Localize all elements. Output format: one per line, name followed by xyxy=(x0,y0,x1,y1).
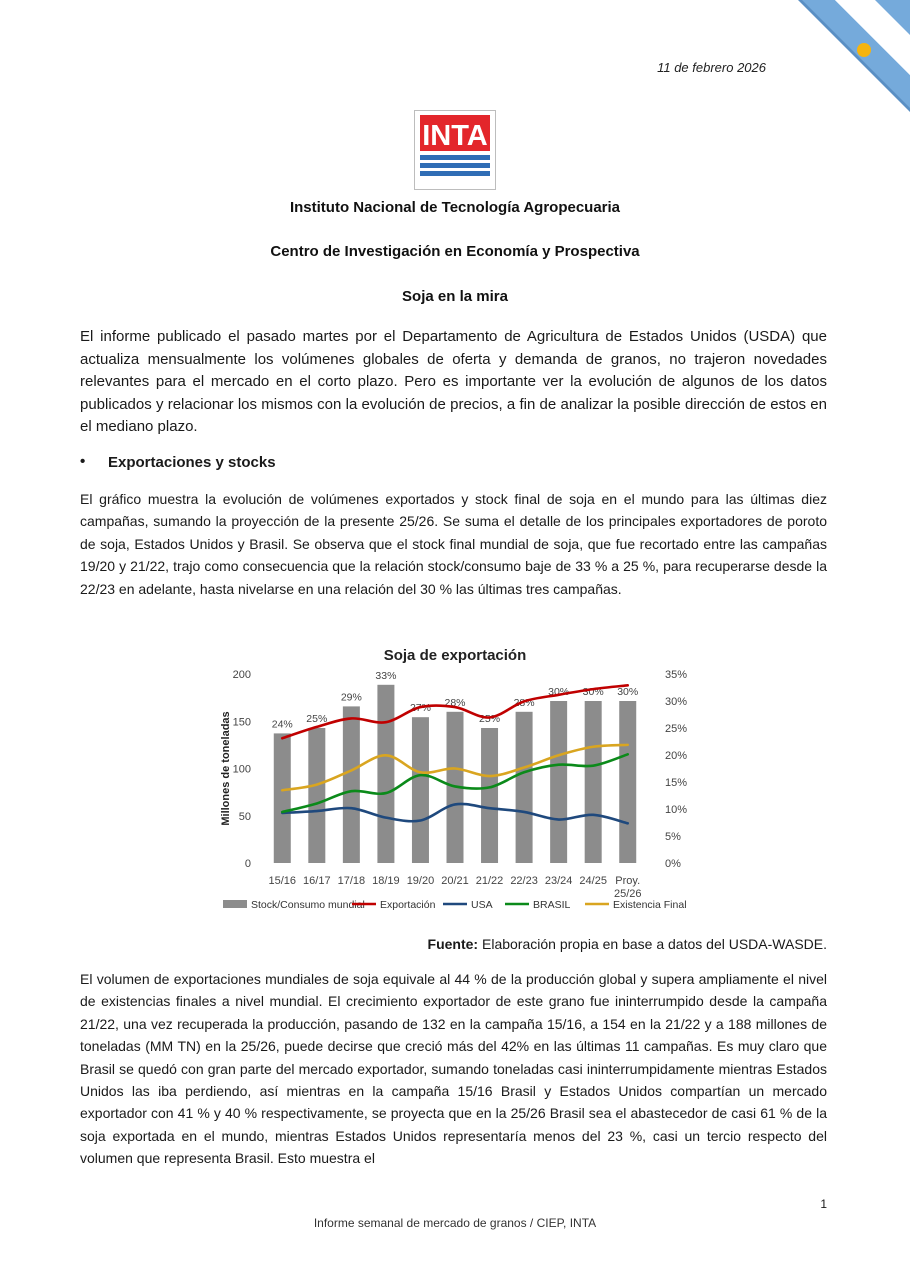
bar-stock-consumo xyxy=(550,701,567,863)
legend-label: Stock/Consumo mundial xyxy=(251,899,365,911)
y2-tick-label: 0% xyxy=(665,858,681,870)
sun-of-may-icon xyxy=(857,43,871,57)
y2-tick-label: 25% xyxy=(665,723,688,735)
source-note xyxy=(300,936,827,952)
legend-label: USA xyxy=(471,899,493,911)
chart-title: Soja de exportación xyxy=(383,647,527,664)
bar-data-label: 30% xyxy=(617,686,639,698)
inta-logo-text: INTA xyxy=(422,120,488,152)
export-chart xyxy=(215,640,705,920)
bar-stock-consumo xyxy=(619,701,636,863)
argentina-flag-corner xyxy=(760,0,910,150)
page-footer: Informe semanal de mercado de granos / CIEP, INTA xyxy=(313,1216,597,1230)
y2-tick-label: 20% xyxy=(665,750,688,762)
bar-stock-consumo xyxy=(377,685,394,863)
export-chart-svg xyxy=(215,640,705,920)
x-tick-label: 18/19 xyxy=(372,875,400,887)
x-tick-label: 19/20 xyxy=(406,875,435,887)
x-tick-label: Proy. xyxy=(615,875,641,887)
bar-data-label: 24% xyxy=(271,718,293,731)
x-tick-label: 21/22 xyxy=(475,875,504,887)
bar-data-label: 25% xyxy=(306,713,328,725)
x-tick-label: 16/17 xyxy=(303,875,331,887)
y2-tick-label: 5% xyxy=(665,831,681,843)
x-tick-label: 17/18 xyxy=(337,875,366,887)
report-title: Soja en la mira xyxy=(402,288,508,305)
x-tick-label: 23/24 xyxy=(544,875,573,887)
bar-stock-consumo xyxy=(585,701,602,863)
bar-data-label: 30% xyxy=(548,686,570,698)
x-tick-label: 25/26 xyxy=(613,888,642,900)
y-tick-label: 150 xyxy=(232,716,251,729)
bar-stock-consumo xyxy=(412,717,429,863)
bar-data-label: 28% xyxy=(513,696,535,709)
page-number: 1 xyxy=(820,1197,827,1211)
legend-label: BRASIL xyxy=(533,899,571,911)
body-paragraph-2: El volumen de exportaciones mundiales de soja equivale al 44 % de la producción global y supera ampliamente el nivel de existencias finales a nivel mundial. El crecimiento exportador de este grano fue ininterrumpido desde la campaña 21/22, una vez recuperada la producción, pasando de 132 en la campaña 15/16, a 154 en la 21/22 y a 188 millones de toneladas (MM TN) en la 25/26, puede decirse que creció más del 42% en las últimas 11 campañas. Es muy claro que Brasil se quedó con gran parte del mercado exportador, sumando toneladas casi ininterrumpidamente mientras Estados Unidos las iba perdiendo, así mientras en la campaña 15/16 Brasil y Estados Unidos compartían un mercado exportador con 41 % y 40 % respectivamente, se proyecta que en la 25/26 Brasil sea el abastecedor de casi 61 % de la soja exportada en el mundo, mientras Estados Unidos representaría menos del 23 %, casi un tercio respecto del volumen que representa Brasil. Esto muestra el xyxy=(80,971,827,1167)
bullet-icon: • xyxy=(80,453,86,470)
y2-tick-label: 10% xyxy=(665,804,688,816)
x-tick-label: 15/16 xyxy=(268,875,297,887)
bar-stock-consumo xyxy=(274,733,291,863)
y2-tick-label: 30% xyxy=(665,696,688,708)
y2-tick-label: 35% xyxy=(665,669,688,681)
report-date: 11 de febrero 2026 xyxy=(657,60,766,75)
bar-data-label: 28% xyxy=(444,696,466,709)
source-label: Fuente: xyxy=(427,936,479,952)
y-axis-label: Millones de toneladas xyxy=(220,711,232,826)
x-tick-label: 20/21 xyxy=(441,875,469,887)
bar-data-label: 30% xyxy=(582,686,604,698)
bar-stock-consumo xyxy=(308,728,325,863)
legend-swatch-bar xyxy=(223,900,247,908)
bar-data-label: 29% xyxy=(340,691,362,704)
x-tick-label: 24/25 xyxy=(579,875,607,887)
bar-data-label: 25% xyxy=(479,713,501,725)
bar-stock-consumo xyxy=(481,728,498,863)
x-tick-label: 22/23 xyxy=(510,875,538,887)
intro-paragraph: El informe publicado el pasado martes por el Departamento de Agricultura de Estados Unidos (USDA) que actualiza mensualmente los volúmenes globales de oferta y demanda de granos, no trajeron novedades relevantes para el mercado en el corto plazo. Pero es importante ver la evolución de algunos de los datos publicados y relacionar los mismos con la evolución de precios, a fin de analizar la posible dirección de estos en el mediano plazo. xyxy=(80,328,827,435)
legend-label: Exportación xyxy=(380,899,436,911)
body-paragraph-1: El gráfico muestra la evolución de volúmenes exportados y stock final de soja en el mundo para las últimas diez campañas, sumando la proyección de la presente 25/26. Se suma el detalle de los principales exportadores de poroto de soja, Estados Unidos y Brasil. Se observa que el stock final mundial de soja, que fue recortado entre las campañas 19/20 y 21/22, trajo como consecuencia que la relación stock/consumo baje de 33 % a 25 %, para recuperarse desde la 22/23 en adelante, hasta nivelarse en una relación del 30 % las últimas tres campañas. xyxy=(80,491,827,597)
y-tick-label: 200 xyxy=(232,669,251,681)
section-heading: Exportaciones y stocks xyxy=(108,454,276,471)
legend-label: Existencia Final xyxy=(613,899,687,911)
source-text: Elaboración propia en base a datos del USDA-WASDE. xyxy=(482,936,827,952)
y2-tick-label: 15% xyxy=(665,777,688,789)
y-tick-label: 100 xyxy=(232,763,251,776)
bar-data-label: 33% xyxy=(375,669,397,682)
center-name: Centro de Investigación en Economía y Prospectiva xyxy=(270,243,640,260)
y-tick-label: 0 xyxy=(244,858,251,870)
y-tick-label: 50 xyxy=(238,810,251,823)
inta-logo xyxy=(414,110,496,190)
bar-stock-consumo xyxy=(516,712,533,863)
bar-stock-consumo xyxy=(343,706,360,863)
institute-name: Instituto Nacional de Tecnología Agropecuaria xyxy=(289,199,621,216)
bar-data-label: 27% xyxy=(409,702,431,715)
